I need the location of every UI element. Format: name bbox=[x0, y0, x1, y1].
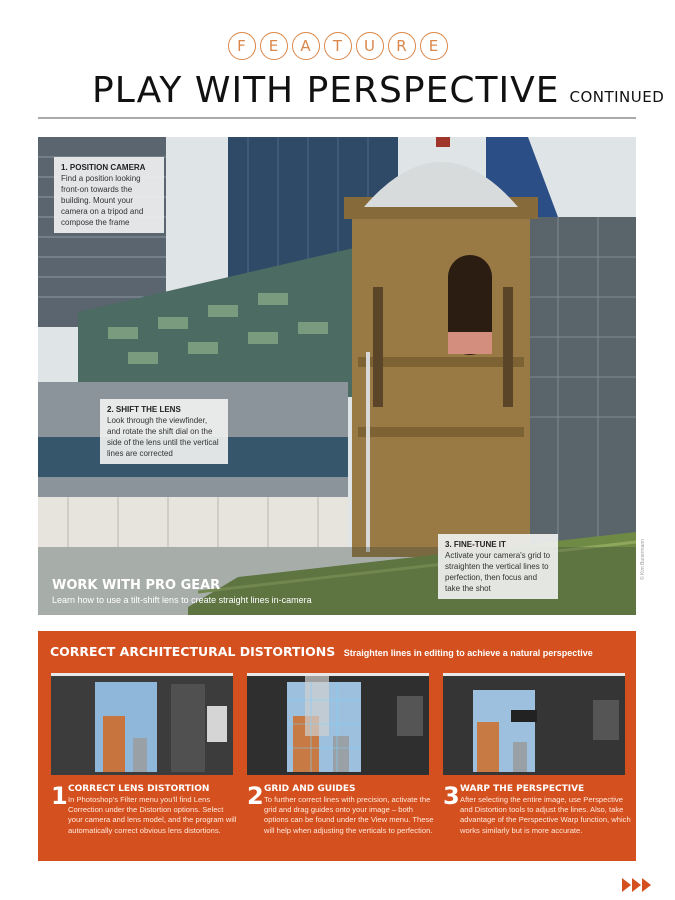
step-body: After selecting the entire image, use Perspective and Distortion tools to adjust the lines. Also, take advantage of the Perspective Warp function, which works similarly but is more accurate. bbox=[460, 795, 631, 835]
step-body: To further correct lines with precision, activate the grid and drag guides onto your image – both options can be found under the View menu. These will help when adjusting the verticals to perfection. bbox=[264, 795, 434, 835]
screenshot-grid-guides bbox=[247, 673, 429, 775]
step-title: CORRECT LENS DISTORTION bbox=[68, 784, 210, 794]
feature-letter: F bbox=[228, 32, 256, 60]
panel-subtitle: Straighten lines in editing to achieve a natural perspective bbox=[343, 648, 593, 658]
feature-label bbox=[0, 32, 675, 60]
callout-title: 3. FINE-TUNE IT bbox=[445, 540, 506, 549]
photoshop-screenshot-image bbox=[51, 676, 233, 775]
hero-caption-subtitle: Learn how to use a tilt-shift lens to create straight lines in-camera bbox=[52, 595, 312, 605]
step-number: 1 bbox=[51, 782, 68, 810]
hero-caption bbox=[52, 578, 312, 605]
chevron-right-icon bbox=[632, 878, 641, 892]
panel-heading bbox=[50, 643, 593, 661]
photoshop-screenshot-image bbox=[247, 676, 429, 775]
step-title: WARP THE PERSPECTIVE bbox=[460, 784, 585, 794]
chevron-right-icon bbox=[622, 878, 631, 892]
callout-title: 2. SHIFT THE LENS bbox=[107, 405, 181, 414]
step-number: 2 bbox=[247, 782, 264, 810]
photoshop-screenshot-image bbox=[443, 676, 625, 775]
step-title: GRID AND GUIDES bbox=[264, 784, 356, 794]
callout-fine-tune bbox=[438, 534, 558, 599]
page-title-row bbox=[92, 70, 664, 111]
feature-letter: U bbox=[356, 32, 384, 60]
step-body: In Photoshop's Filter menu you'll find Lens Correction under the Distortion options. Select your camera and lens model, and the program will automatically correct obvious lens distortions. bbox=[68, 795, 237, 835]
photo-credit: © Kim Bunermann bbox=[640, 539, 646, 580]
callout-title: 1. POSITION CAMERA bbox=[61, 163, 146, 172]
screenshot-lens-correction bbox=[51, 673, 233, 775]
callout-body: Find a position looking front-on towards the building. Mount your camera on a tripod and compose the frame bbox=[61, 174, 144, 227]
callout-shift-lens bbox=[100, 399, 228, 464]
feature-letter: R bbox=[388, 32, 416, 60]
feature-letter: T bbox=[324, 32, 352, 60]
page-title-suffix: CONTINUED bbox=[569, 88, 665, 106]
screenshot-warp-perspective bbox=[443, 673, 625, 775]
header-divider bbox=[38, 117, 636, 119]
callout-body: Activate your camera's grid to straighten the vertical lines to perfection, then focus and take the shot bbox=[445, 551, 551, 593]
hero-caption-title: WORK WITH PRO GEAR bbox=[52, 578, 221, 593]
hero-photo bbox=[38, 137, 636, 615]
panel-title: CORRECT ARCHITECTURAL DISTORTIONS bbox=[50, 644, 336, 659]
feature-letter: E bbox=[260, 32, 288, 60]
distortion-tutorial-panel bbox=[38, 631, 636, 861]
page-title: PLAY WITH PERSPECTIVE bbox=[92, 70, 560, 111]
chevron-right-icon bbox=[642, 878, 651, 892]
triple-chevron-right-icon[interactable] bbox=[622, 878, 652, 892]
step-number: 3 bbox=[443, 782, 460, 810]
callout-body: Look through the viewfinder, and rotate the shift dial on the side of the lens until the vertical lines are corrected bbox=[107, 416, 219, 458]
feature-letter: E bbox=[420, 32, 448, 60]
feature-letter: A bbox=[292, 32, 320, 60]
callout-position-camera bbox=[54, 157, 164, 233]
